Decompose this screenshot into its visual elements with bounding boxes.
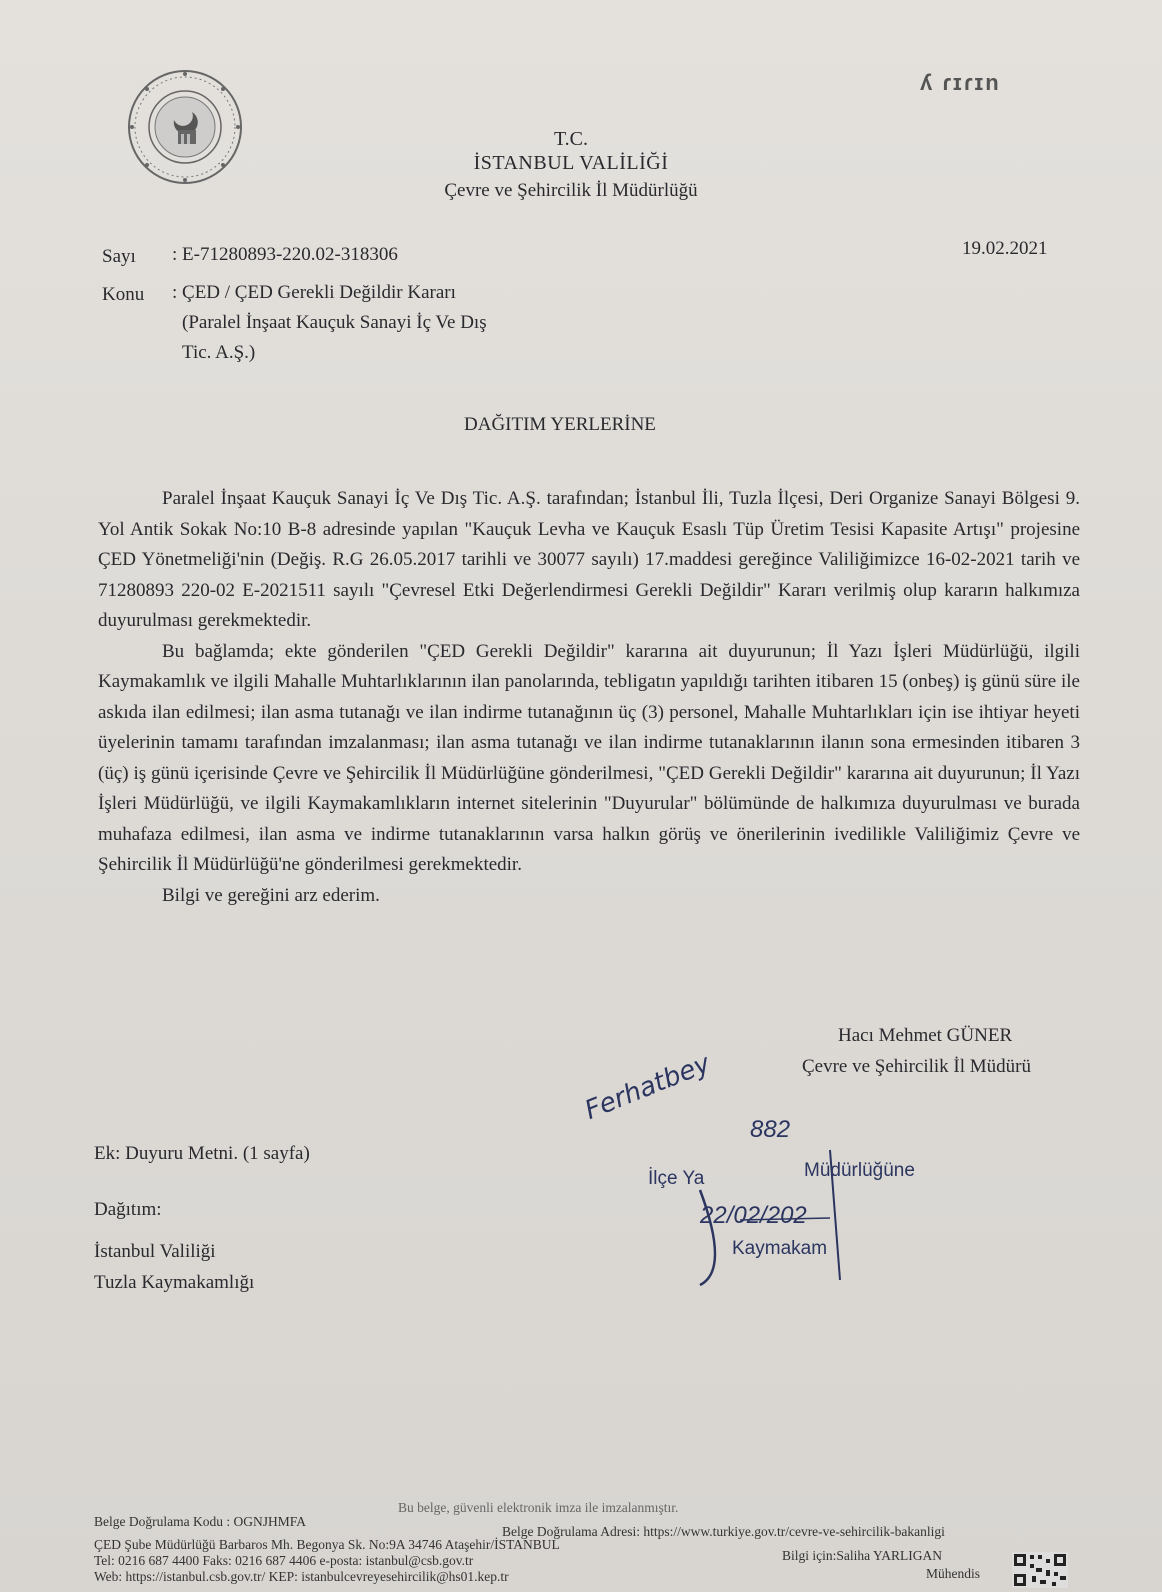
brand-mark: ʎ ɾɪɾɪn: [920, 70, 1001, 95]
stamp-line-1b: Müdürlüğüne: [804, 1160, 915, 1181]
footer-info: Bilgi için:Saliha YARLIGAN: [782, 1548, 942, 1563]
body-text: [98, 484, 1080, 911]
e-signature-note: Bu belge, güvenli elektronik imza ile imzalanmıştır.: [398, 1500, 679, 1515]
stamp-line-1: İlçe Ya: [648, 1168, 705, 1189]
sayi-label: Sayı: [102, 246, 136, 267]
document-title: DAĞITIM YERLERİNE: [464, 414, 656, 435]
sayi-value: : E-71280893-220.02-318306: [172, 244, 398, 265]
qr-code-icon: [1012, 1552, 1068, 1588]
header-authority: İSTANBUL VALİLİĞİ: [473, 152, 669, 174]
signatory-title: Çevre ve Şehircilik İl Müdürü: [802, 1056, 1032, 1077]
footer-role: Mühendis: [926, 1566, 980, 1581]
stamp-line-3: Kaymakam: [732, 1238, 828, 1259]
handwritten-signature: Ferhatbey: [580, 1048, 715, 1126]
footer-phone: Tel: 0216 687 4400 Faks: 0216 687 4406 e-posta: istanbul@csb.gov.tr: [94, 1553, 474, 1568]
header-tc: T.C.: [553, 128, 589, 150]
distribution-item: Tuzla Kaymakamlığı: [94, 1272, 255, 1293]
verification-code: Belge Doğrulama Kodu : OGNJHMFA: [94, 1514, 306, 1529]
signatory-name: Hacı Mehmet GÜNER: [838, 1025, 1013, 1046]
konu-label: Konu: [102, 284, 145, 305]
document-date: 19.02.2021: [962, 238, 1048, 259]
konu-line-3: Tic. A.Ş.): [182, 342, 256, 363]
stamp-number: 882: [750, 1116, 791, 1143]
body-paragraph-2: Bu bağlamda; ekte gönderilen "ÇED Gerekli Değildir" kararına ait duyurunun; İl Yazı İşleri Müdürlüğü, ilgili Kaymakamlık ve ilgili Mahalle Muhtarlıklarının ilan panolarında, tebligatın yapıldığı tarihten itibaren 15 (onbeş) iş günü süre ile askıda ilan edilmesi; ilan asma tutanağı ve ilan indirme tutanağının üç (3) personel, Mahalle Muhtarlıkları için ise ihtiyar heyeti üyelerinin tamamı tarafından imzalanması; ilan asma tutanağı ve ilan indirme tutanaklarının ilanın sona ermesinden itibaren 3 (üç) iş günü içerisinde Çevre ve Şehircilik İl Müdürlüğüne gönderilmesi, "ÇED Gerekli Değildir" kararına ait duyurunun; İl Yazı İşleri Müdürlüğü, ve ilgili Kaymakamlıkların internet sitelerinin "Duyurular" bölümünde de halkımıza duyurulması ve burada muhafaza edilmesi, ilan asma ve indirme tutanaklarının varsa halkın görüş ve önerilerinin ivedilikle Valiliğimiz Çevre ve Şehircilik İl Müdürlüğü'ne gönderilmesi gerekmektedir.: [98, 640, 1080, 875]
footer-address: ÇED Şube Müdürlüğü Barbaros Mh. Begonya Sk. No:9A 34746 Ataşehir/İSTANBUL: [94, 1537, 560, 1552]
stamp-date: 22/02/202: [700, 1202, 807, 1229]
footer-web[interactable]: Web: https://istanbul.csb.gov.tr/ KEP: istanbulcevreyesehircilik@hs01.kep.tr: [94, 1569, 509, 1584]
verification-address[interactable]: Belge Doğrulama Adresi: https://www.turkiye.gov.tr/cevre-ve-sehircilik-bakanligi: [502, 1524, 945, 1539]
body-paragraph-1: Paralel İnşaat Kauçuk Sanayi İç Ve Dış Tic. A.Ş. tarafından; İstanbul İli, Tuzla İlçesi, Deri Organize Sanayi Bölgesi 9. Yol Antik Sokak No:10 B-8 adresinde yapılan "Kauçuk Levha ve Kauçuk Esaslı Tüp Üretim Tesisi Kapasite Artışı" projesine ÇED Yönetmeliği'nin (Değiş. R.G 26.05.2017 tarihli ve 30077 sayılı) 17.maddesi gereğince Valiliğimizce 16-02-2021 tarih ve 71280893 220-02 E-2021511 sayılı "Çevresel Etki Değerlendirmesi Gerekli Değildir" Kararı verilmiş olup kararın halkımıza duyurulması gerekmektedir.: [98, 488, 1080, 631]
konu-line-2: (Paralel İnşaat Kauçuk Sanayi İç Ve Dış: [182, 312, 487, 333]
distribution-label: Dağıtım:: [94, 1199, 162, 1220]
konu-line-1: : ÇED / ÇED Gerekli Değildir Kararı: [172, 282, 456, 303]
distribution-item: İstanbul Valiliği: [94, 1241, 216, 1262]
attachment-line: Ek: Duyuru Metni. (1 sayfa): [94, 1143, 310, 1164]
body-paragraph-3: Bilgi ve gereğini arz ederim.: [162, 884, 380, 906]
header-directorate: Çevre ve Şehircilik İl Müdürlüğü: [444, 180, 698, 201]
